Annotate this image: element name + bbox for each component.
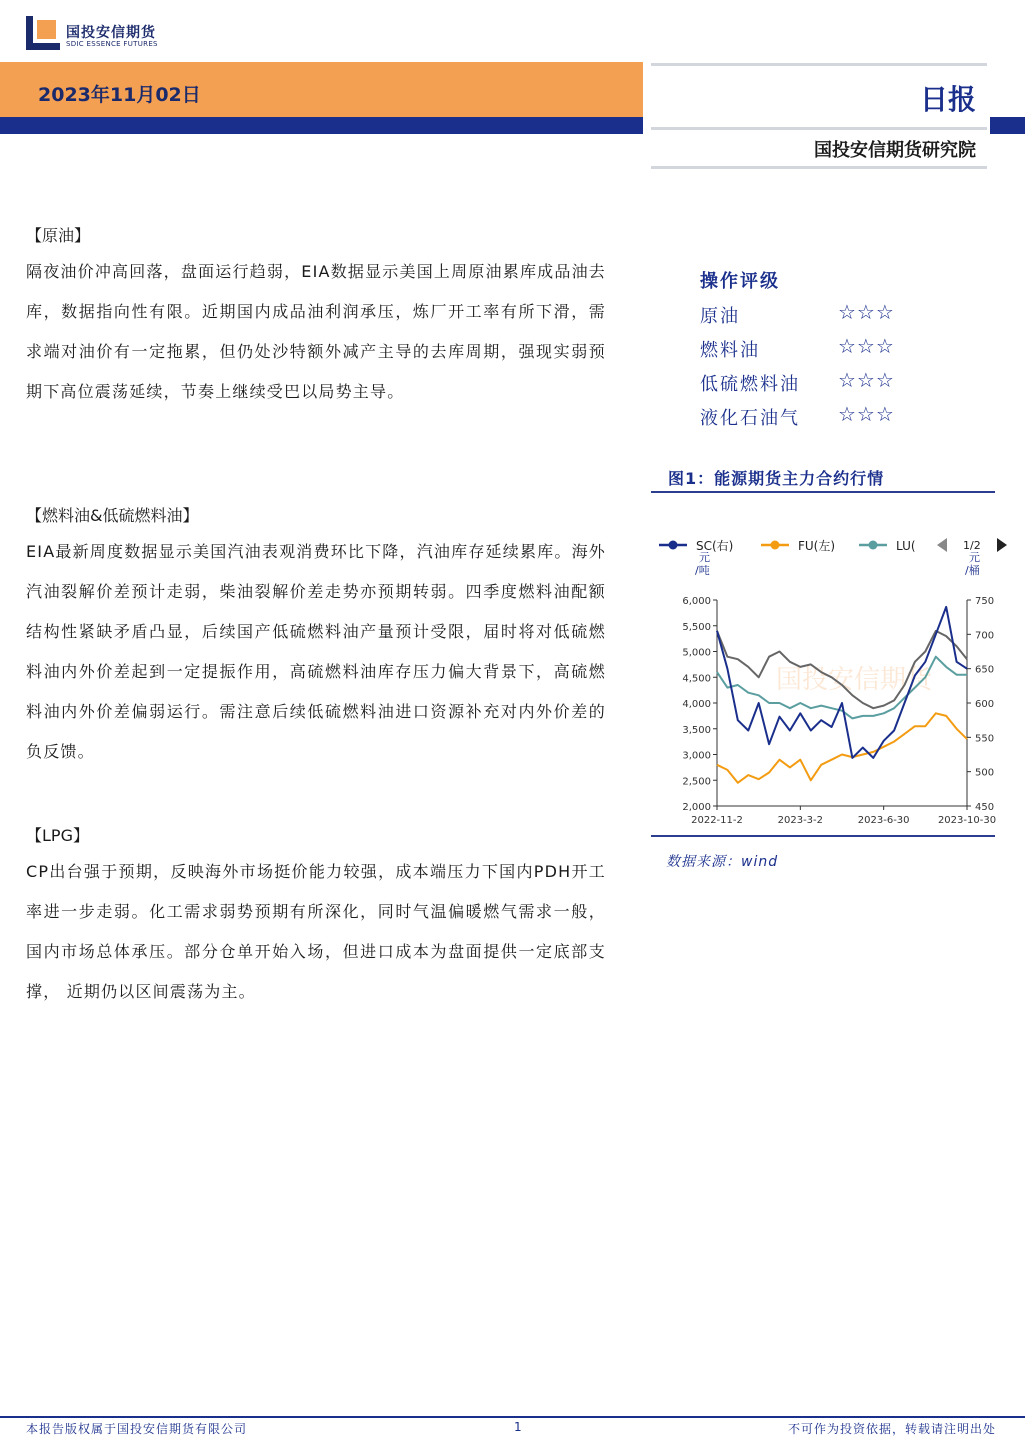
left-tick-label: 4,000 [682, 699, 711, 710]
x-tick-label: 2023-6-30 [857, 815, 910, 826]
left-tick-label: 5,000 [682, 647, 711, 659]
legend-page-indicator: 1/2 [963, 539, 981, 552]
report-date: 2023年11月02日 [38, 84, 201, 106]
footer-rule [0, 1416, 1025, 1418]
left-tick-label: 2,500 [682, 776, 711, 788]
section-title-crude: 【原油】 [26, 226, 91, 245]
legend-marker [669, 541, 678, 550]
right-tick-label: 750 [975, 596, 995, 607]
rating-row [700, 302, 940, 332]
rating-row [700, 404, 940, 434]
section-body-lpg: CP出台强于预期，反映海外市场挺价能力较强，成本端压力下国内PDH开工率进一步走弱。化工需求弱势预期有所深化，同时气温偏暖燃气需求一般，国内市场总体承压。部分仓单开始入场，但进口成本为盘面提供一定底部支撑， 近期仍以区间震荡为主。 [26, 862, 606, 1001]
series-line [717, 713, 967, 783]
left-axis-unit: /吨 [695, 564, 710, 577]
left-tick-label: 4,500 [682, 673, 711, 685]
legend-label: SC(右) [696, 539, 734, 553]
chart-watermark: 国投安信期货 [776, 665, 933, 695]
report-type: 日报 [919, 83, 976, 116]
right-tick-label: 600 [975, 699, 995, 710]
header-divider [651, 127, 987, 130]
figure-top-rule [651, 491, 995, 493]
right-axis-unit: /桶 [965, 564, 980, 577]
header-blue-band-right [990, 117, 1025, 134]
x-tick-label: 2022-11-2 [691, 815, 743, 826]
left-tick-label: 3,500 [682, 724, 711, 736]
rating-name: 原油 [700, 306, 740, 327]
star-icon: ☆☆☆ [838, 402, 895, 426]
logo-text-en: SDIC ESSENCE FUTURES [66, 40, 158, 48]
legend-next-icon [997, 538, 1007, 552]
section-title-lpg: 【LPG】 [26, 826, 89, 845]
star-icon: ☆☆☆ [838, 368, 895, 392]
right-tick-label: 650 [975, 664, 995, 676]
rating-name: 液化石油气 [700, 408, 800, 429]
footer-copyright: 本报告版权属于国投安信期货有限公司 [26, 1422, 248, 1436]
right-tick-label: 500 [975, 767, 995, 779]
rating-title: 操作评级 [700, 271, 780, 292]
footer-disclaimer: 不可作为投资依据，转载请注明出处 [787, 1422, 996, 1436]
left-tick-label: 3,000 [682, 750, 711, 762]
left-tick-label: 2,000 [682, 802, 711, 813]
rating-name: 低硫燃料油 [700, 374, 800, 395]
x-tick-label: 2023-3-2 [777, 815, 824, 826]
data-source: 数据来源：wind [666, 854, 779, 870]
header-blue-band [0, 117, 643, 134]
right-axis-unit: 元 [969, 551, 980, 564]
legend-marker [869, 541, 878, 550]
left-axis-unit: 元 [699, 551, 710, 564]
section-body-fuel-oil: EIA最新周度数据显示美国汽油表观消费环比下降，汽油库存延续累库。海外汽油裂解价差预计走弱，柴油裂解价差走势亦预期转弱。四季度燃料油配额结构性紧缺矛盾凸显，后续国产低硫燃料油产量预计受限，届时将对低硫燃料油内外价差起到一定提振作用，高硫燃料油库存压力偏大背景下，高硫燃料油内外价差偏弱运行。需注意后续低硫燃料油进口资源补充对内外价差的负反馈。 [26, 542, 606, 761]
star-icon: ☆☆☆ [838, 334, 895, 358]
right-tick-label: 550 [975, 733, 995, 745]
header-divider [651, 166, 987, 169]
rating-name: 燃料油 [700, 340, 760, 361]
left-tick-label: 6,000 [682, 596, 711, 607]
legend-marker [771, 541, 780, 550]
legend-label: LU( [896, 539, 916, 553]
x-tick-label: 2023-10-30 [937, 815, 997, 826]
section-body-crude: 隔夜油价冲高回落，盘面运行趋弱，EIA数据显示美国上周原油累库成品油去库，数据指向性有限。近期国内成品油利润承压，炼厂开工率有所下滑，需求端对油价有一定拖累，但仍处沙特额外减产主导的去库周期，强现实弱预期下高位震荡延续，节奏上继续受巴以局势主导。 [26, 262, 606, 401]
figure-title: 图1：能源期货主力合约行情 [668, 469, 885, 488]
institute-name: 国投安信期货研究院 [814, 140, 976, 161]
energy-futures-chart [651, 528, 1011, 833]
legend-label: FU(左) [798, 539, 836, 553]
page-number: 1 [514, 1420, 522, 1434]
section-title-fuel-oil: 【燃料油&低硫燃料油】 [26, 506, 199, 525]
rating-row [700, 370, 940, 400]
company-logo-icon [26, 16, 60, 50]
logo-text-cn: 国投安信期货 [66, 25, 156, 41]
right-tick-label: 700 [975, 630, 995, 642]
right-tick-label: 450 [975, 802, 995, 813]
star-icon: ☆☆☆ [838, 300, 895, 324]
left-tick-label: 5,500 [682, 621, 711, 633]
legend-prev-icon [937, 538, 947, 552]
header-divider [651, 63, 987, 66]
figure-bottom-rule [651, 835, 995, 837]
rating-row [700, 336, 940, 366]
